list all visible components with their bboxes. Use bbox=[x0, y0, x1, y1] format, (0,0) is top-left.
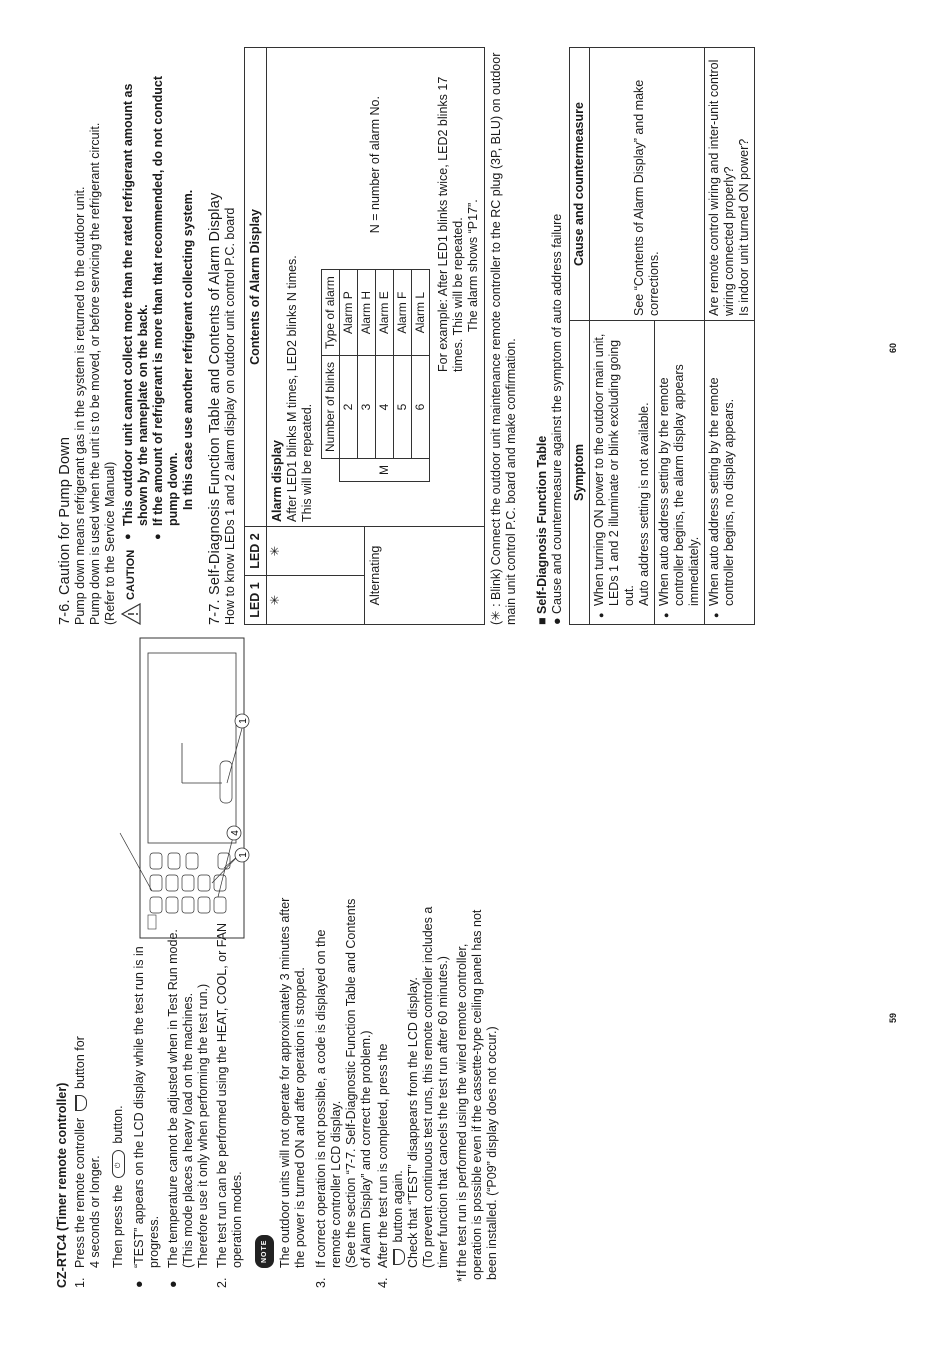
page-number-right: 60 bbox=[888, 342, 898, 353]
alarm-type: Alarm L bbox=[412, 270, 430, 356]
remote-button bbox=[166, 875, 178, 891]
step-1 bbox=[73, 893, 126, 1288]
section-77-intro: How to know LEDs 1 and 2 alarm display on outdoor unit control P.C. board bbox=[223, 207, 237, 625]
self-diag-subtitle: ● Cause and countermeasure against the symptom of auto address failure bbox=[550, 213, 564, 625]
remote-button bbox=[150, 875, 162, 891]
steps-list-2 bbox=[314, 893, 451, 1288]
remote-controller-illustration bbox=[112, 593, 250, 943]
page-number-left: 59 bbox=[888, 1012, 898, 1023]
alternating-label: Alternating bbox=[365, 527, 485, 625]
symptom-text: Auto address setting is not available. bbox=[637, 402, 651, 606]
cause-cell: Are remote control wiring and inter-unit control wiring connected properly? Is indoor unit turned ON power? bbox=[705, 48, 755, 321]
pump-down-text: (Refer to the Service Manual) bbox=[103, 461, 117, 625]
header-symptom: Symptom bbox=[570, 321, 590, 625]
step-text: (See the section “7-7. Self-Diagnostic Function Table and Contents of Alarm Display” and correct the problem.) bbox=[344, 898, 373, 1268]
bullet: ● bbox=[132, 1280, 146, 1288]
self-diagnosis-table bbox=[569, 47, 755, 625]
blink-count: 5 bbox=[394, 355, 412, 458]
caution-item: ● This outdoor unit cannot collect more than the rated refrigerant amount as shown by the nameplate on the back. bbox=[121, 45, 151, 540]
callout-line bbox=[212, 855, 239, 883]
remote-body bbox=[140, 638, 244, 938]
blink-count: 3 bbox=[358, 355, 376, 458]
remote-button bbox=[150, 853, 162, 869]
step-text: button for bbox=[73, 1036, 87, 1089]
step-4 bbox=[376, 893, 451, 1288]
alarm-type: Alarm P bbox=[340, 270, 358, 356]
self-diag-title: ■ Self-Diagnosis Function Table bbox=[535, 435, 549, 625]
n-note: N = number of alarm No. bbox=[368, 96, 382, 234]
remote-button bbox=[186, 853, 198, 869]
blink-note: (✳ : Blink) Connect the outdoor unit maintenance remote controller to the RC plug (3P, BLU) on outdoor main unit control P.C. board and make confirmation. bbox=[489, 52, 518, 625]
pump-down-text: Pump down means refrigerant gas in the system is returned to the outdoor unit. bbox=[73, 186, 87, 625]
table-row bbox=[655, 321, 705, 625]
step-text: After the test run is completed, press the bbox=[376, 1043, 390, 1268]
alarm-type: Alarm H bbox=[358, 270, 376, 356]
step-marker: 1. bbox=[73, 1277, 87, 1288]
right-column bbox=[58, 45, 755, 625]
symptom-text: ● When auto address setting by the remote controller begins, no display appears. bbox=[707, 325, 737, 620]
alarm-text: This will be repeated. bbox=[300, 403, 314, 522]
remote-button bbox=[198, 875, 210, 891]
remote-button bbox=[150, 897, 162, 913]
remote-title: CZ-RTC4 (Timer remote controller) bbox=[55, 1082, 69, 1288]
header-led1: LED 1 bbox=[245, 576, 267, 625]
left-column bbox=[55, 893, 500, 1288]
step-marker: 4. bbox=[376, 1277, 390, 1288]
callout-label: 4 bbox=[230, 830, 241, 836]
step-marker: 2. bbox=[215, 1277, 229, 1288]
power-button-icon bbox=[112, 1150, 125, 1178]
header-led2: LED 2 bbox=[245, 527, 267, 576]
inner-header: Number of blinks bbox=[322, 355, 340, 458]
remote-button bbox=[166, 897, 178, 913]
step-text: Press the remote controller bbox=[73, 1117, 87, 1268]
footnote: *If the test run is performed using the wired remote controller, operation is possible even if the cassette-type ceiling panel has not been installed. (“P09” display does not occur.) bbox=[455, 909, 499, 1282]
remote-power-button bbox=[220, 761, 232, 803]
caution-items bbox=[121, 45, 196, 625]
alarm-inner-wrap bbox=[315, 52, 436, 522]
remote-vent-icon bbox=[148, 915, 156, 929]
caution-symbol bbox=[121, 545, 141, 625]
blink-count: 2 bbox=[340, 355, 358, 458]
alarm-type: Alarm F bbox=[394, 270, 412, 356]
step-text: (This mode places a heavy load on the machines. bbox=[181, 992, 195, 1268]
alarm-display-title: Alarm display bbox=[270, 440, 284, 522]
remote-button bbox=[168, 853, 180, 869]
table-row bbox=[705, 321, 755, 625]
alarm-text: After LED1 blinks M times, LED2 blinks N times. bbox=[285, 255, 299, 522]
remote-button bbox=[198, 897, 210, 913]
step-bullet-test bbox=[132, 893, 162, 1288]
symptom-text: ● When auto address setting by the remote controller begins, the alarm display appears immediately. bbox=[657, 325, 702, 620]
step-text: The test run can be performed using the HEAT, COOL, or FAN operation modes. bbox=[215, 922, 244, 1268]
inner-header: Type of alarm bbox=[322, 270, 340, 356]
alarm-type: Alarm E bbox=[376, 270, 394, 356]
step-2 bbox=[215, 893, 245, 1288]
section-77-title: 7-7. Self-Diagnosis Function Table and Contents of Alarm Display bbox=[207, 192, 223, 625]
step-text: If correct operation is not possible, a code is displayed on the remote controller LCD display. bbox=[314, 929, 343, 1268]
step-bullet-temp bbox=[166, 893, 211, 1288]
led1-blink: ✳ bbox=[267, 576, 365, 625]
caution-block bbox=[121, 45, 196, 625]
remote-button bbox=[182, 875, 194, 891]
m-label: M bbox=[340, 459, 430, 482]
symptom-text: ● When turning ON power to the outdoor main unit, LEDs 1 and 2 illuminate or blink excluding going out. bbox=[592, 325, 637, 620]
example-text: For example: After LED1 blinks twice, LED2 blinks 17 times. This will be repeated. bbox=[436, 76, 465, 372]
callout-line bbox=[120, 833, 152, 891]
step-text: The temperature cannot be adjusted when in Test Run mode. bbox=[166, 929, 180, 1268]
inner-corner bbox=[322, 459, 340, 482]
step-text: Then press the bbox=[111, 1184, 125, 1268]
warning-triangle-icon bbox=[121, 603, 141, 625]
test-button-icon bbox=[75, 1095, 87, 1111]
test-button-icon bbox=[393, 1249, 405, 1265]
bullet: ● bbox=[166, 1280, 180, 1288]
header-contents: Contents of Alarm Display bbox=[245, 48, 267, 527]
blink-type-table bbox=[321, 269, 430, 482]
step-text: 4 seconds or longer. bbox=[88, 1155, 102, 1268]
alarm-display-table bbox=[244, 47, 485, 625]
pump-down-text: Pump down is used when the unit is to be moved, or before servicing the refrigerant circuit. bbox=[88, 122, 102, 625]
blink-count: 6 bbox=[412, 355, 430, 458]
example-text: The alarm shows “P17”. bbox=[466, 199, 480, 332]
remote-button bbox=[182, 897, 194, 913]
callout-line bbox=[227, 721, 244, 783]
step-text: “TEST” appears on the LCD display while the test run is in progress. bbox=[132, 946, 161, 1268]
note-text: The outdoor units will not operate for approximately 3 minutes after the power is turned ON and after operation is stopped. bbox=[278, 897, 307, 1268]
note-badge: NOTE bbox=[255, 1235, 274, 1268]
step-text: Therefore use it only when performing the test run.) bbox=[196, 983, 210, 1268]
step-text: (To prevent continuous test runs, this remote controller includes a timer function that cancels the test run after 60 minutes.) bbox=[421, 906, 450, 1268]
steps-list bbox=[73, 893, 245, 1288]
step-text: button. bbox=[111, 1105, 125, 1144]
table-row bbox=[590, 321, 655, 625]
blink-count: 4 bbox=[376, 355, 394, 458]
led2-blink: ✳ bbox=[267, 527, 365, 576]
step-3 bbox=[314, 893, 374, 1288]
cause-cell: See “Contents of Alarm Display” and make corrections. bbox=[590, 48, 705, 321]
step-marker: 3. bbox=[314, 1277, 328, 1288]
callout-label: 1 bbox=[238, 852, 249, 858]
remote-lcd bbox=[148, 653, 236, 843]
section-76-title: 7-6. Caution for Pump Down bbox=[57, 436, 73, 625]
callout-label: 1 bbox=[238, 718, 249, 724]
step-text: button again. bbox=[391, 1170, 405, 1243]
caution-item-continued: In this case use another refrigerant collecting system. bbox=[181, 189, 195, 510]
alarm-contents-cell bbox=[267, 48, 485, 527]
caution-label: CAUTION bbox=[124, 549, 137, 600]
remote-button bbox=[214, 897, 226, 913]
caution-item: ● If the amount of refrigerant is more than that recommended, do not conduct pump down. bbox=[151, 45, 181, 540]
header-cause: Cause and countermeasure bbox=[570, 48, 590, 321]
step-text: Check that “TEST” disappears from the LCD display. bbox=[406, 977, 420, 1268]
